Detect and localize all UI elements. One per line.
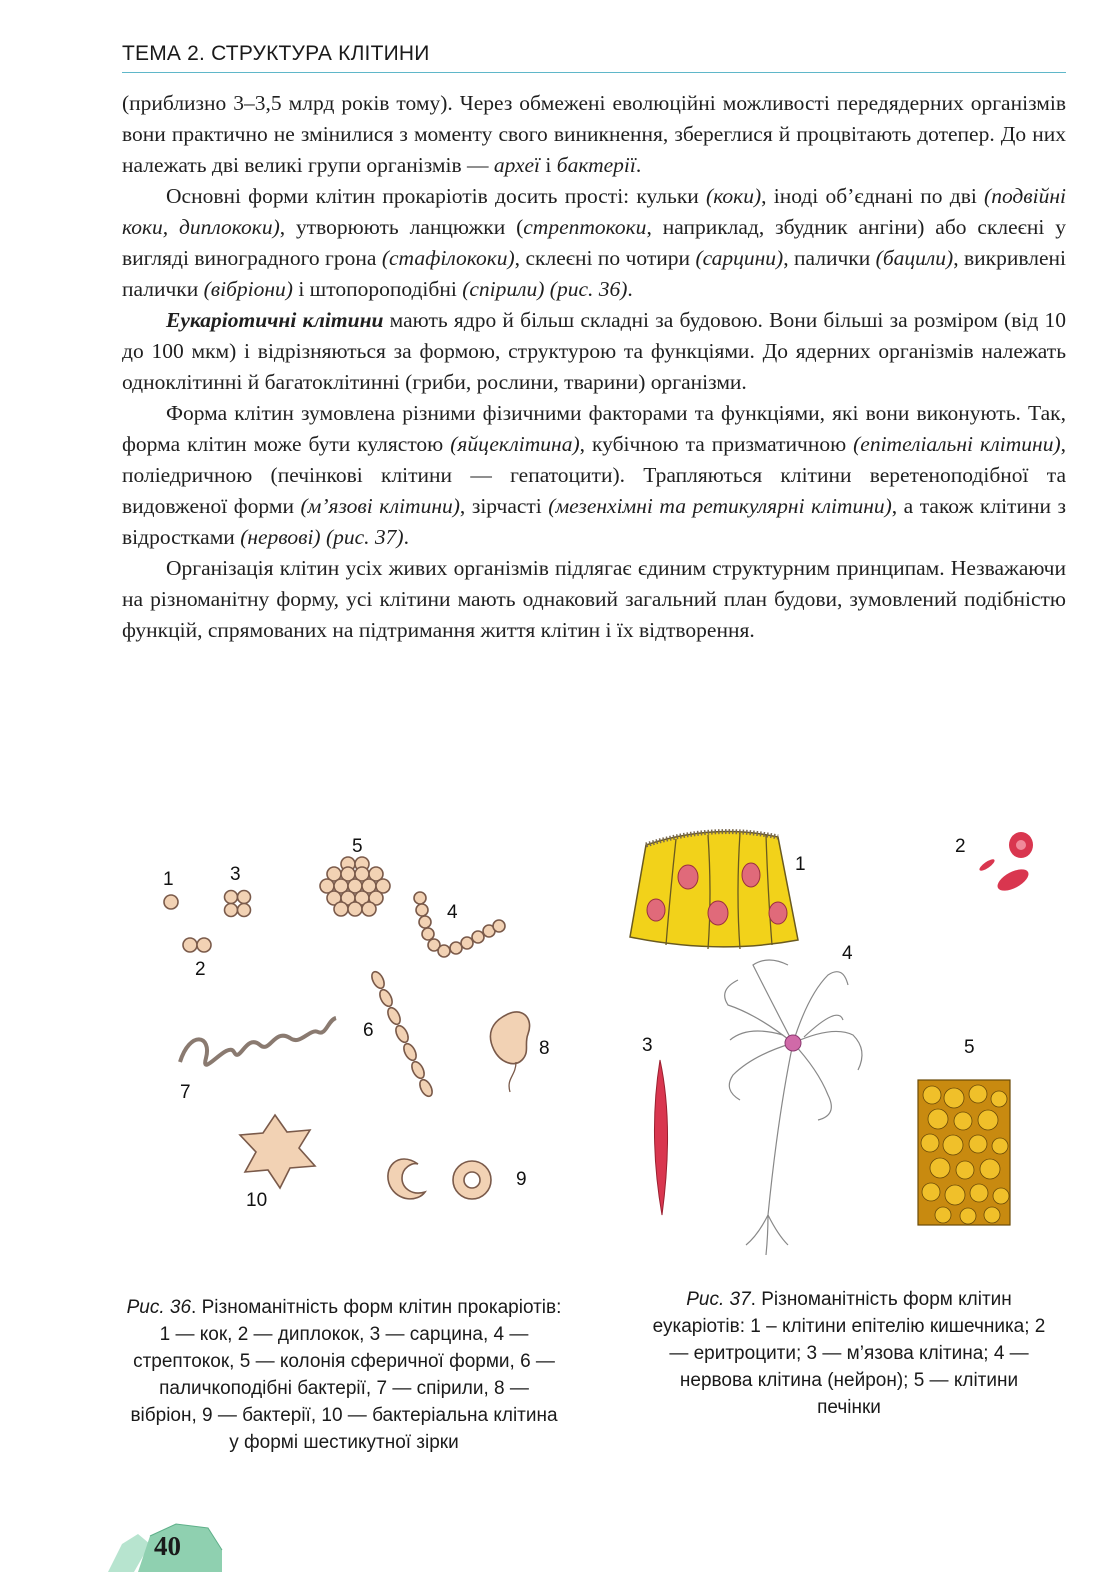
- figure-37-eukaryotes: [618, 815, 1068, 1265]
- paragraph: [122, 553, 1066, 646]
- page-header: [122, 42, 1066, 73]
- figure-36-caption: [124, 1294, 564, 1456]
- fig36-label-7: 7: [180, 1082, 191, 1103]
- liver-cells: [918, 1080, 1010, 1225]
- text-run: , палички: [783, 246, 876, 270]
- neuron-cell: [725, 960, 862, 1255]
- fig36-label-5: 5: [352, 836, 363, 857]
- text-run: археї: [493, 153, 541, 177]
- caption-label: Рис. 37: [686, 1289, 751, 1310]
- text-run: , викривлені палички: [122, 246, 1066, 301]
- fig37-label-5: 5: [964, 1037, 975, 1058]
- text-run: , наприклад, збудник ангіни) або склеєні у вигляді виноградного грона: [122, 215, 1066, 270]
- text-run: (вібріони): [203, 277, 293, 301]
- text-run: , склеєні по чотири: [514, 246, 696, 270]
- page-number: 40: [154, 1531, 181, 1561]
- star-shaped-cell: [240, 1115, 315, 1188]
- epithelium-cells: [630, 832, 798, 949]
- text-run: (яйцеклітина): [450, 432, 580, 456]
- fig37-label-4: 4: [842, 943, 853, 964]
- sarcina-cell: [225, 891, 251, 917]
- colony-cell: [320, 857, 390, 916]
- streptococcus-chain: [414, 892, 505, 957]
- text-run: (м’язові клітини): [300, 494, 460, 518]
- text-run: , утворюють ланцюжки (: [279, 215, 524, 239]
- text-run: (приблизно 3–3,5 млрд років тому). Через обмежені еволюційні можливості передядерних організмів вони практично не змінилися з моменту свого виникнення, збереглися й процвітають дотепер. До них належать дві великі групи організмів —: [122, 91, 1066, 177]
- fig37-label-2: 2: [955, 836, 966, 857]
- text-run: , а також клітини з відростками: [122, 494, 1066, 549]
- fig37-label-3: 3: [642, 1035, 653, 1056]
- text-run: (нервові) (рис. 37): [240, 525, 404, 549]
- paragraph: [122, 305, 1066, 398]
- text-run: .: [403, 525, 409, 549]
- erythrocytes: [978, 832, 1033, 895]
- text-run: (епітеліальні клітини): [853, 432, 1061, 456]
- coccus-cell: [164, 895, 178, 909]
- fig36-label-10: 10: [246, 1190, 268, 1211]
- fig36-label-9: 9: [516, 1169, 527, 1190]
- caption-text: . Різноманітність форм клітин еукаріотів: 1 – клітини епітелію кишечника; 2 — еритроцити; 3 — м’язова клітина; 4 — нервова клітина (нейрон); 5 — клітини печінки: [652, 1289, 1046, 1418]
- ring-bacteria-cell: [453, 1161, 491, 1199]
- text-run: , зірчасті: [459, 494, 549, 518]
- text-run: .: [627, 277, 633, 301]
- text-run: і штопороподібні: [292, 277, 463, 301]
- text-run: (спірили) (рис. 36): [462, 277, 628, 301]
- paragraph: [122, 398, 1066, 553]
- fig36-label-2: 2: [195, 959, 206, 980]
- fig36-label-6: 6: [363, 1020, 374, 1041]
- page-number-badge: [104, 1520, 224, 1572]
- vibrio-flagellum: [509, 1062, 516, 1092]
- body-text: [122, 88, 1066, 646]
- text-run: (подвійні коки, диплококи): [122, 184, 1066, 239]
- text-run: Основні форми клітин прокаріотів досить прості: кульки: [166, 184, 707, 208]
- fig36-label-4: 4: [447, 902, 458, 923]
- text-run: і: [540, 153, 557, 177]
- paragraph: [122, 181, 1066, 305]
- text-run: (коки): [706, 184, 762, 208]
- muscle-cell: [654, 1060, 667, 1215]
- text-run: , кубічною та призматичною: [579, 432, 854, 456]
- text-run: стрептококи: [523, 215, 647, 239]
- diplococcus-cell: [183, 938, 211, 952]
- fig36-label-3: 3: [230, 864, 241, 885]
- text-run: (стафілококи): [381, 246, 515, 270]
- section-title: ТЕМА 2. СТРУКТУРА КЛІТИНИ: [122, 42, 430, 65]
- text-run: , поліедричною (печінкові клітини — гепатоцити). Трапляються клітини веретеноподібної та видовженої форми: [122, 432, 1067, 518]
- text-run: бактерії: [556, 153, 636, 177]
- vibrio-cell: [490, 1012, 529, 1064]
- text-run: мають ядро й більш складні за будовою. Вони більші за розміром (від 10 до 100 мкм) і відрізняються за формою, структурою та функціями. До ядерних організмів належать одноклітинні й багатоклітинні (гриби, рослини, тварини) організми.: [122, 308, 1066, 394]
- text-run: Еукаріотичні клітини: [166, 308, 384, 332]
- figure-37-caption: [646, 1286, 1052, 1421]
- caption-text: . Різноманітність форм клітин прокаріотів: 1 — кок, 2 — диплокок, 3 — сарцина, 4 — стрептокок, 5 — колонія сферичної форми, 6 — паличкоподібні бактерії, 7 — спірили, 8 — вібріон, 9 — бактерії, 10 — бактеріальна клітина у формі шестикутної зірки: [130, 1297, 562, 1453]
- text-run: Форма клітин зумовлена різними фізичними факторами та функціями, які вони виконують. Так, форма клітин може бути кулястою: [122, 401, 1066, 456]
- fig36-label-1: 1: [163, 869, 174, 890]
- text-run: (мезенхімні та ретикулярні клітини): [548, 494, 892, 518]
- rod-bacteria-chain: [369, 970, 434, 1099]
- text-run: .: [635, 153, 642, 177]
- fig37-label-1: 1: [795, 854, 806, 875]
- curved-bacteria-cell: [388, 1159, 425, 1199]
- text-run: (бацили): [875, 246, 954, 270]
- paragraph: [122, 88, 1066, 181]
- fig36-label-8: 8: [539, 1038, 550, 1059]
- text-run: (сарцини): [695, 246, 784, 270]
- figure-36-prokaryotes: [150, 830, 580, 1220]
- text-run: Організація клітин усіх живих організмів підлягає єдиним структурним принципам. Незважаючи на різноманітну форму, усі клітини мають однаковий загальний план будови, зумовлений подібністю функцій, спрямованих на підтримання життя клітин і їх відтворення.: [122, 556, 1066, 642]
- caption-label: Рис. 36: [126, 1297, 192, 1318]
- text-run: , іноді об’єднані по дві: [761, 184, 985, 208]
- spirillum-cell: [180, 1018, 336, 1065]
